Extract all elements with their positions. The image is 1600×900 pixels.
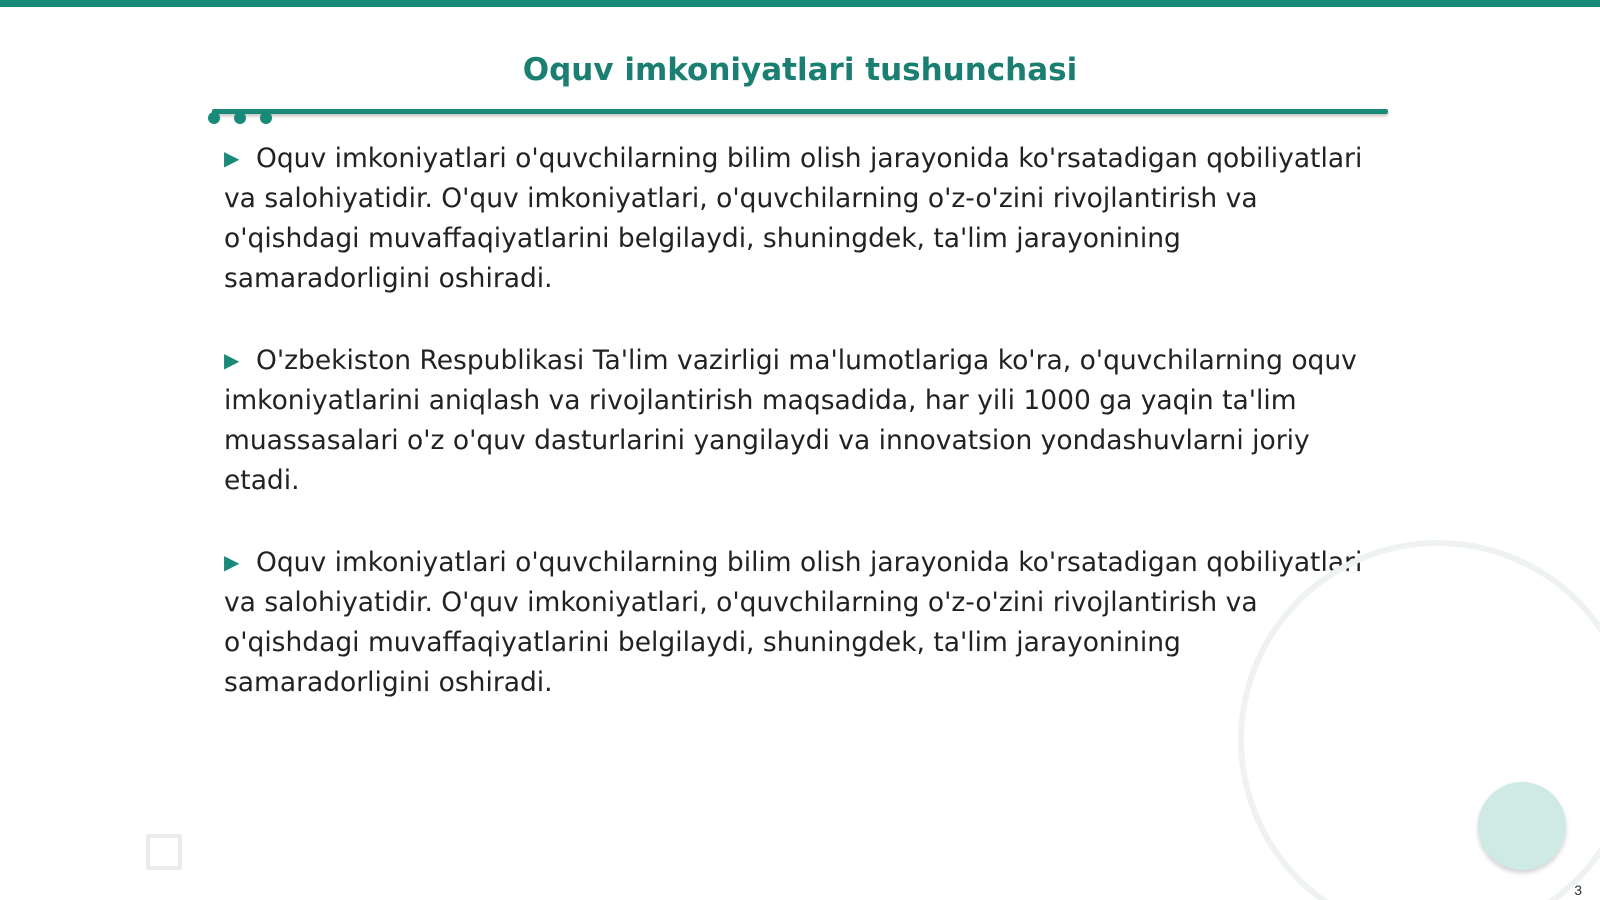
triangle-right-icon: ▶ <box>224 348 240 372</box>
bullet-text: Oquv imkoniyatlari o'quvchilarning bilim olish jarayonida ko'rsatadigan qobiliyatlari va salohiyatidir. O'quv imkoniyatlari, o'quvchilarning o'z-o'zini rivojlantirish va o'qishdagi muvaffaqiyatlarini belgilaydi, shuningdek, ta'lim jarayonining samaradorligini oshiradi. <box>224 547 1363 698</box>
bullet-item <box>224 542 1384 703</box>
decorative-circle <box>1478 782 1566 870</box>
slide-title: Oquv imkoniyatlari tushunchasi <box>522 52 1078 88</box>
bullet-text: O'zbekiston Respublikasi Ta'lim vazirligi ma'lumotlariga ko'ra, o'quvchilarning oquv imkoniyatlarini aniqlash va rivojlantirish maqsadida, har yili 1000 ga yaqin ta'lim muassasalari o'z o'quv dasturlarini yangilaydi va innovatsion yondashuvlarni joriy etadi. <box>224 345 1357 496</box>
bullet-text: Oquv imkoniyatlari o'quvchilarning bilim olish jarayonida ko'rsatadigan qobiliyatlari va salohiyatidir. O'quv imkoniyatlari, o'quvchilarning o'z-o'zini rivojlantirish va o'qishdagi muvaffaqiyatlarini belgilaydi, shuningdek, ta'lim jarayonining samaradorligini oshiradi. <box>224 143 1363 294</box>
bullet-item <box>224 138 1384 299</box>
underline-dot-icon <box>208 112 220 124</box>
top-accent-bar <box>0 0 1600 7</box>
bullet-item <box>224 340 1384 501</box>
page-number: 3 <box>1574 882 1582 898</box>
title-underline <box>212 109 1388 114</box>
decorative-square <box>146 834 182 870</box>
triangle-right-icon: ▶ <box>224 550 240 574</box>
bullet-list <box>224 138 1384 744</box>
underline-dot-icon <box>234 112 246 124</box>
triangle-right-icon: ▶ <box>224 146 240 170</box>
underline-dot-icon <box>260 112 272 124</box>
